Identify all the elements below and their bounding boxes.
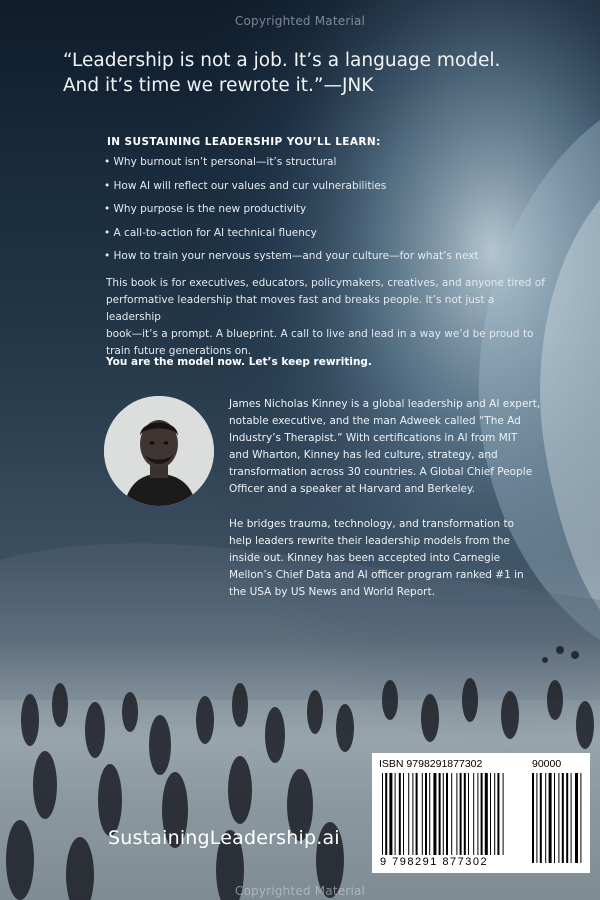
tagline: You are the model now. Let’s keep rewriting. xyxy=(106,356,372,368)
bio-line: Mellon’s Chief Data and AI officer program ranked #1 in xyxy=(229,569,524,581)
learn-item: • Why purpose is the new productivity xyxy=(104,203,307,215)
learn-list xyxy=(104,156,479,274)
pitch-line: train future generations on. xyxy=(106,345,252,357)
author-portrait-illustration xyxy=(104,396,214,506)
isbn-barcode xyxy=(372,753,590,873)
copyright-watermark-top: Copyrighted Material xyxy=(234,14,366,28)
learn-item: • How to train your nervous system—and your culture—for what’s next xyxy=(104,250,479,262)
pitch-line: performative leadership that moves fast and breaks people. It’s not just a leadership xyxy=(106,294,495,323)
barcode-bars xyxy=(372,753,590,873)
isbn-label: ISBN 9798291877302 xyxy=(379,758,483,770)
bio-line: inside out. Kinney has been accepted into Carnegie xyxy=(229,552,501,564)
bio-line: Officer and a speaker at Harvard and Berkeley. xyxy=(229,483,476,495)
bio-line: Industry’s Therapist.” With certifications in AI from MIT xyxy=(229,432,518,444)
price-code: 90000 xyxy=(532,758,562,770)
bio-line: and Wharton, Kinney has led culture, strategy, and xyxy=(229,449,498,461)
learn-heading: IN SUSTAINING LEADERSHIP YOU’LL LEARN: xyxy=(107,136,381,148)
bio-line: the USA by US News and World Report. xyxy=(229,586,435,598)
website-url: SustainingLeadership.ai xyxy=(108,827,340,849)
quote-line-1: “Leadership is not a job. It’s a language model. xyxy=(63,50,501,71)
pull-quote xyxy=(63,48,563,98)
author-bio-paragraph-1 xyxy=(229,396,569,498)
bio-line: James Nicholas Kinney is a global leadership and AI expert, xyxy=(229,398,541,410)
bio-line: He bridges trauma, technology, and transformation to xyxy=(229,518,515,530)
pitch-line: book—it’s a prompt. A blueprint. A call to live and lead in a way we’d be proud to xyxy=(106,328,534,340)
author-bio-paragraph-2 xyxy=(229,516,569,601)
bio-line: notable executive, and the man Adweek called “The Ad xyxy=(229,415,521,427)
learn-item: • How AI will reflect our values and cur vulnerabilities xyxy=(104,179,387,192)
learn-item: • A call-to-action for AI technical fluency xyxy=(104,226,317,239)
isbn-digits: 9 798291 877302 xyxy=(380,856,489,868)
copyright-watermark-bottom: Copyrighted Material xyxy=(234,884,366,898)
author-photo xyxy=(104,396,214,506)
bio-line: help leaders rewrite their leadership models from the xyxy=(229,535,510,547)
bio-line: transformation across 30 countries. A Global Chief People xyxy=(229,466,533,478)
pitch-line: This book is for executives, educators, policymakers, creatives, and anyone tired of xyxy=(106,277,545,289)
quote-line-2: And it’s time we rewrote it.”—JNK xyxy=(63,75,374,96)
learn-item: • Why burnout isn’t personal—it’s structural xyxy=(104,156,337,168)
book-pitch xyxy=(106,275,546,360)
